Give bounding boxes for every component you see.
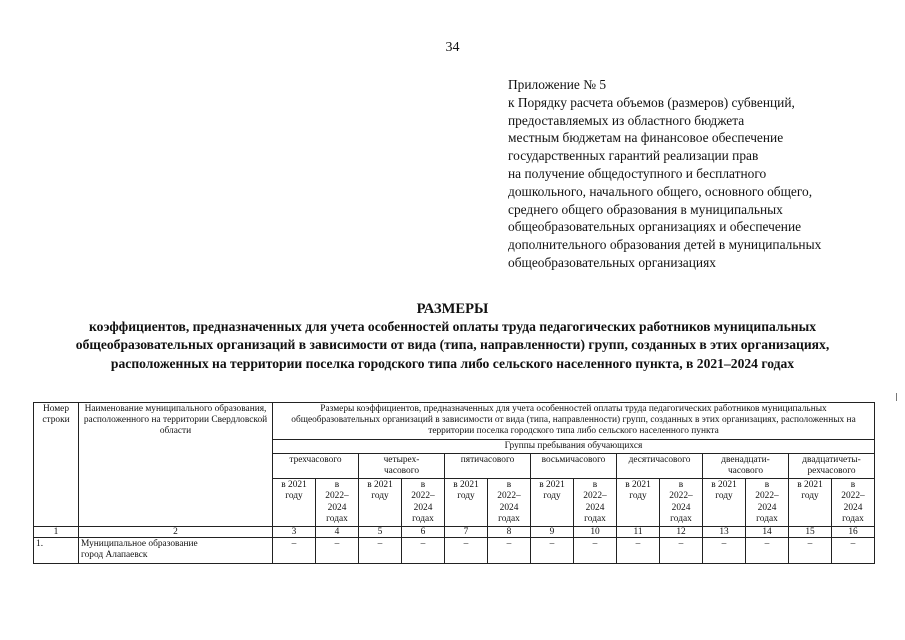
appendix-note bbox=[508, 76, 888, 272]
years-2022-2024-header: в 2022– 2024 годах bbox=[832, 479, 875, 527]
years-2022-2024-header: в 2022– 2024 годах bbox=[316, 479, 359, 527]
edge-mark bbox=[896, 393, 897, 401]
appendix-line: общеобразовательных организациях bbox=[508, 254, 716, 270]
municipality-name: Муниципальное образование город Алапаевск bbox=[79, 538, 273, 563]
column-number: 8 bbox=[488, 527, 531, 538]
document-title bbox=[20, 300, 885, 373]
appendix-line: дополнительного образования детей в муниципальных bbox=[508, 237, 822, 253]
years-2022-2024-header: в 2022– 2024 годах bbox=[574, 479, 617, 527]
appendix-line: местным бюджетам на финансовое обеспечение bbox=[508, 130, 784, 146]
column-number: 5 bbox=[359, 527, 402, 538]
coefficient-value: – bbox=[832, 538, 875, 563]
column-number: 2 bbox=[79, 527, 273, 538]
appendix-line: дошкольного, начального общего, основного общего, bbox=[508, 183, 813, 199]
coefficient-value: – bbox=[746, 538, 789, 563]
column-number: 11 bbox=[617, 527, 660, 538]
year-2021-header: в 2021 году bbox=[617, 479, 660, 527]
group-header: двадцатичеты- рехчасового bbox=[789, 453, 875, 478]
column-number: 6 bbox=[402, 527, 445, 538]
coefficients-table bbox=[33, 402, 875, 564]
group-header: трехчасового bbox=[273, 453, 359, 478]
coefficient-value: – bbox=[402, 538, 445, 563]
appendix-line: общеобразовательных организациях и обеспечение bbox=[508, 219, 802, 235]
header-municipality: Наименование муниципального образования, расположенного на территории Свердловской области bbox=[79, 403, 273, 527]
group-header: восьмичасового bbox=[531, 453, 617, 478]
column-number: 16 bbox=[832, 527, 875, 538]
group-header: десятичасового bbox=[617, 453, 703, 478]
appendix-line: предоставляемых из областного бюджета bbox=[508, 112, 745, 128]
column-number: 13 bbox=[703, 527, 746, 538]
header-row-number: Номер строки bbox=[34, 403, 79, 527]
column-number: 4 bbox=[316, 527, 359, 538]
group-header: двенадцати- часового bbox=[703, 453, 789, 478]
year-2021-header: в 2021 году bbox=[531, 479, 574, 527]
coefficient-value: – bbox=[617, 538, 660, 563]
year-2021-header: в 2021 году bbox=[445, 479, 488, 527]
coefficient-value: – bbox=[359, 538, 402, 563]
group-header: четырех- часового bbox=[359, 453, 445, 478]
column-number: 9 bbox=[531, 527, 574, 538]
title-line: общеобразовательных организаций в зависимости от вида (типа, направленности) групп, созданных в этих организациях, bbox=[75, 337, 830, 353]
column-number: 3 bbox=[273, 527, 316, 538]
year-2021-header: в 2021 году bbox=[789, 479, 832, 527]
years-2022-2024-header: в 2022– 2024 годах bbox=[488, 479, 531, 527]
years-2022-2024-header: в 2022– 2024 годах bbox=[746, 479, 789, 527]
numbering-row bbox=[34, 527, 875, 538]
appendix-line: Приложение № 5 bbox=[508, 77, 607, 92]
coefficient-value: – bbox=[488, 538, 531, 563]
appendix-line: на получение общедоступного и бесплатного bbox=[508, 165, 767, 181]
title-line: расположенных на территории поселка городского типа либо сельского населенного пункта, в 2021–2024 годах bbox=[110, 355, 795, 371]
column-number: 10 bbox=[574, 527, 617, 538]
coefficient-value: – bbox=[316, 538, 359, 563]
years-2022-2024-header: в 2022– 2024 годах bbox=[402, 479, 445, 527]
coefficient-value: – bbox=[789, 538, 832, 563]
column-number: 7 bbox=[445, 527, 488, 538]
coefficient-value: – bbox=[574, 538, 617, 563]
coefficients-table-wrap bbox=[33, 402, 875, 564]
page-number: 34 bbox=[445, 40, 460, 55]
appendix-line: к Порядку расчета объемов (размеров) субвенций, bbox=[508, 94, 795, 110]
years-2022-2024-header: в 2022– 2024 годах bbox=[660, 479, 703, 527]
title-line: коэффициентов, предназначенных для учета особенностей оплаты труда педагогических работников муниципальных bbox=[88, 319, 817, 335]
title-heading: РАЗМЕРЫ bbox=[416, 301, 489, 317]
group-header: пятичасового bbox=[445, 453, 531, 478]
header-row bbox=[34, 403, 875, 440]
year-2021-header: в 2021 году bbox=[359, 479, 402, 527]
year-2021-header: в 2021 году bbox=[703, 479, 746, 527]
coefficient-value: – bbox=[531, 538, 574, 563]
column-number: 15 bbox=[789, 527, 832, 538]
header-groups: Группы пребывания обучающихся bbox=[273, 439, 875, 453]
column-number: 1 bbox=[34, 527, 79, 538]
row-number: 1. bbox=[34, 538, 79, 563]
appendix-line: среднего общего образования в муниципальных bbox=[508, 201, 783, 217]
coefficient-value: – bbox=[703, 538, 746, 563]
coefficient-value: – bbox=[445, 538, 488, 563]
column-number: 14 bbox=[746, 527, 789, 538]
column-number: 12 bbox=[660, 527, 703, 538]
table-row bbox=[34, 538, 875, 563]
year-2021-header: в 2021 году bbox=[273, 479, 316, 527]
appendix-line: государственных гарантий реализации прав bbox=[508, 148, 759, 164]
coefficient-value: – bbox=[273, 538, 316, 563]
coefficient-value: – bbox=[660, 538, 703, 563]
header-sizes: Размеры коэффициентов, предназначенных для учета особенностей оплаты труда педагогических работников муниципальных общеобразовательных организаций в зависимости от вида (типа, направленности) групп, созданных в этих организациях, расположенных на территории поселка городского типа либо сельского населенного пункта bbox=[273, 403, 875, 440]
